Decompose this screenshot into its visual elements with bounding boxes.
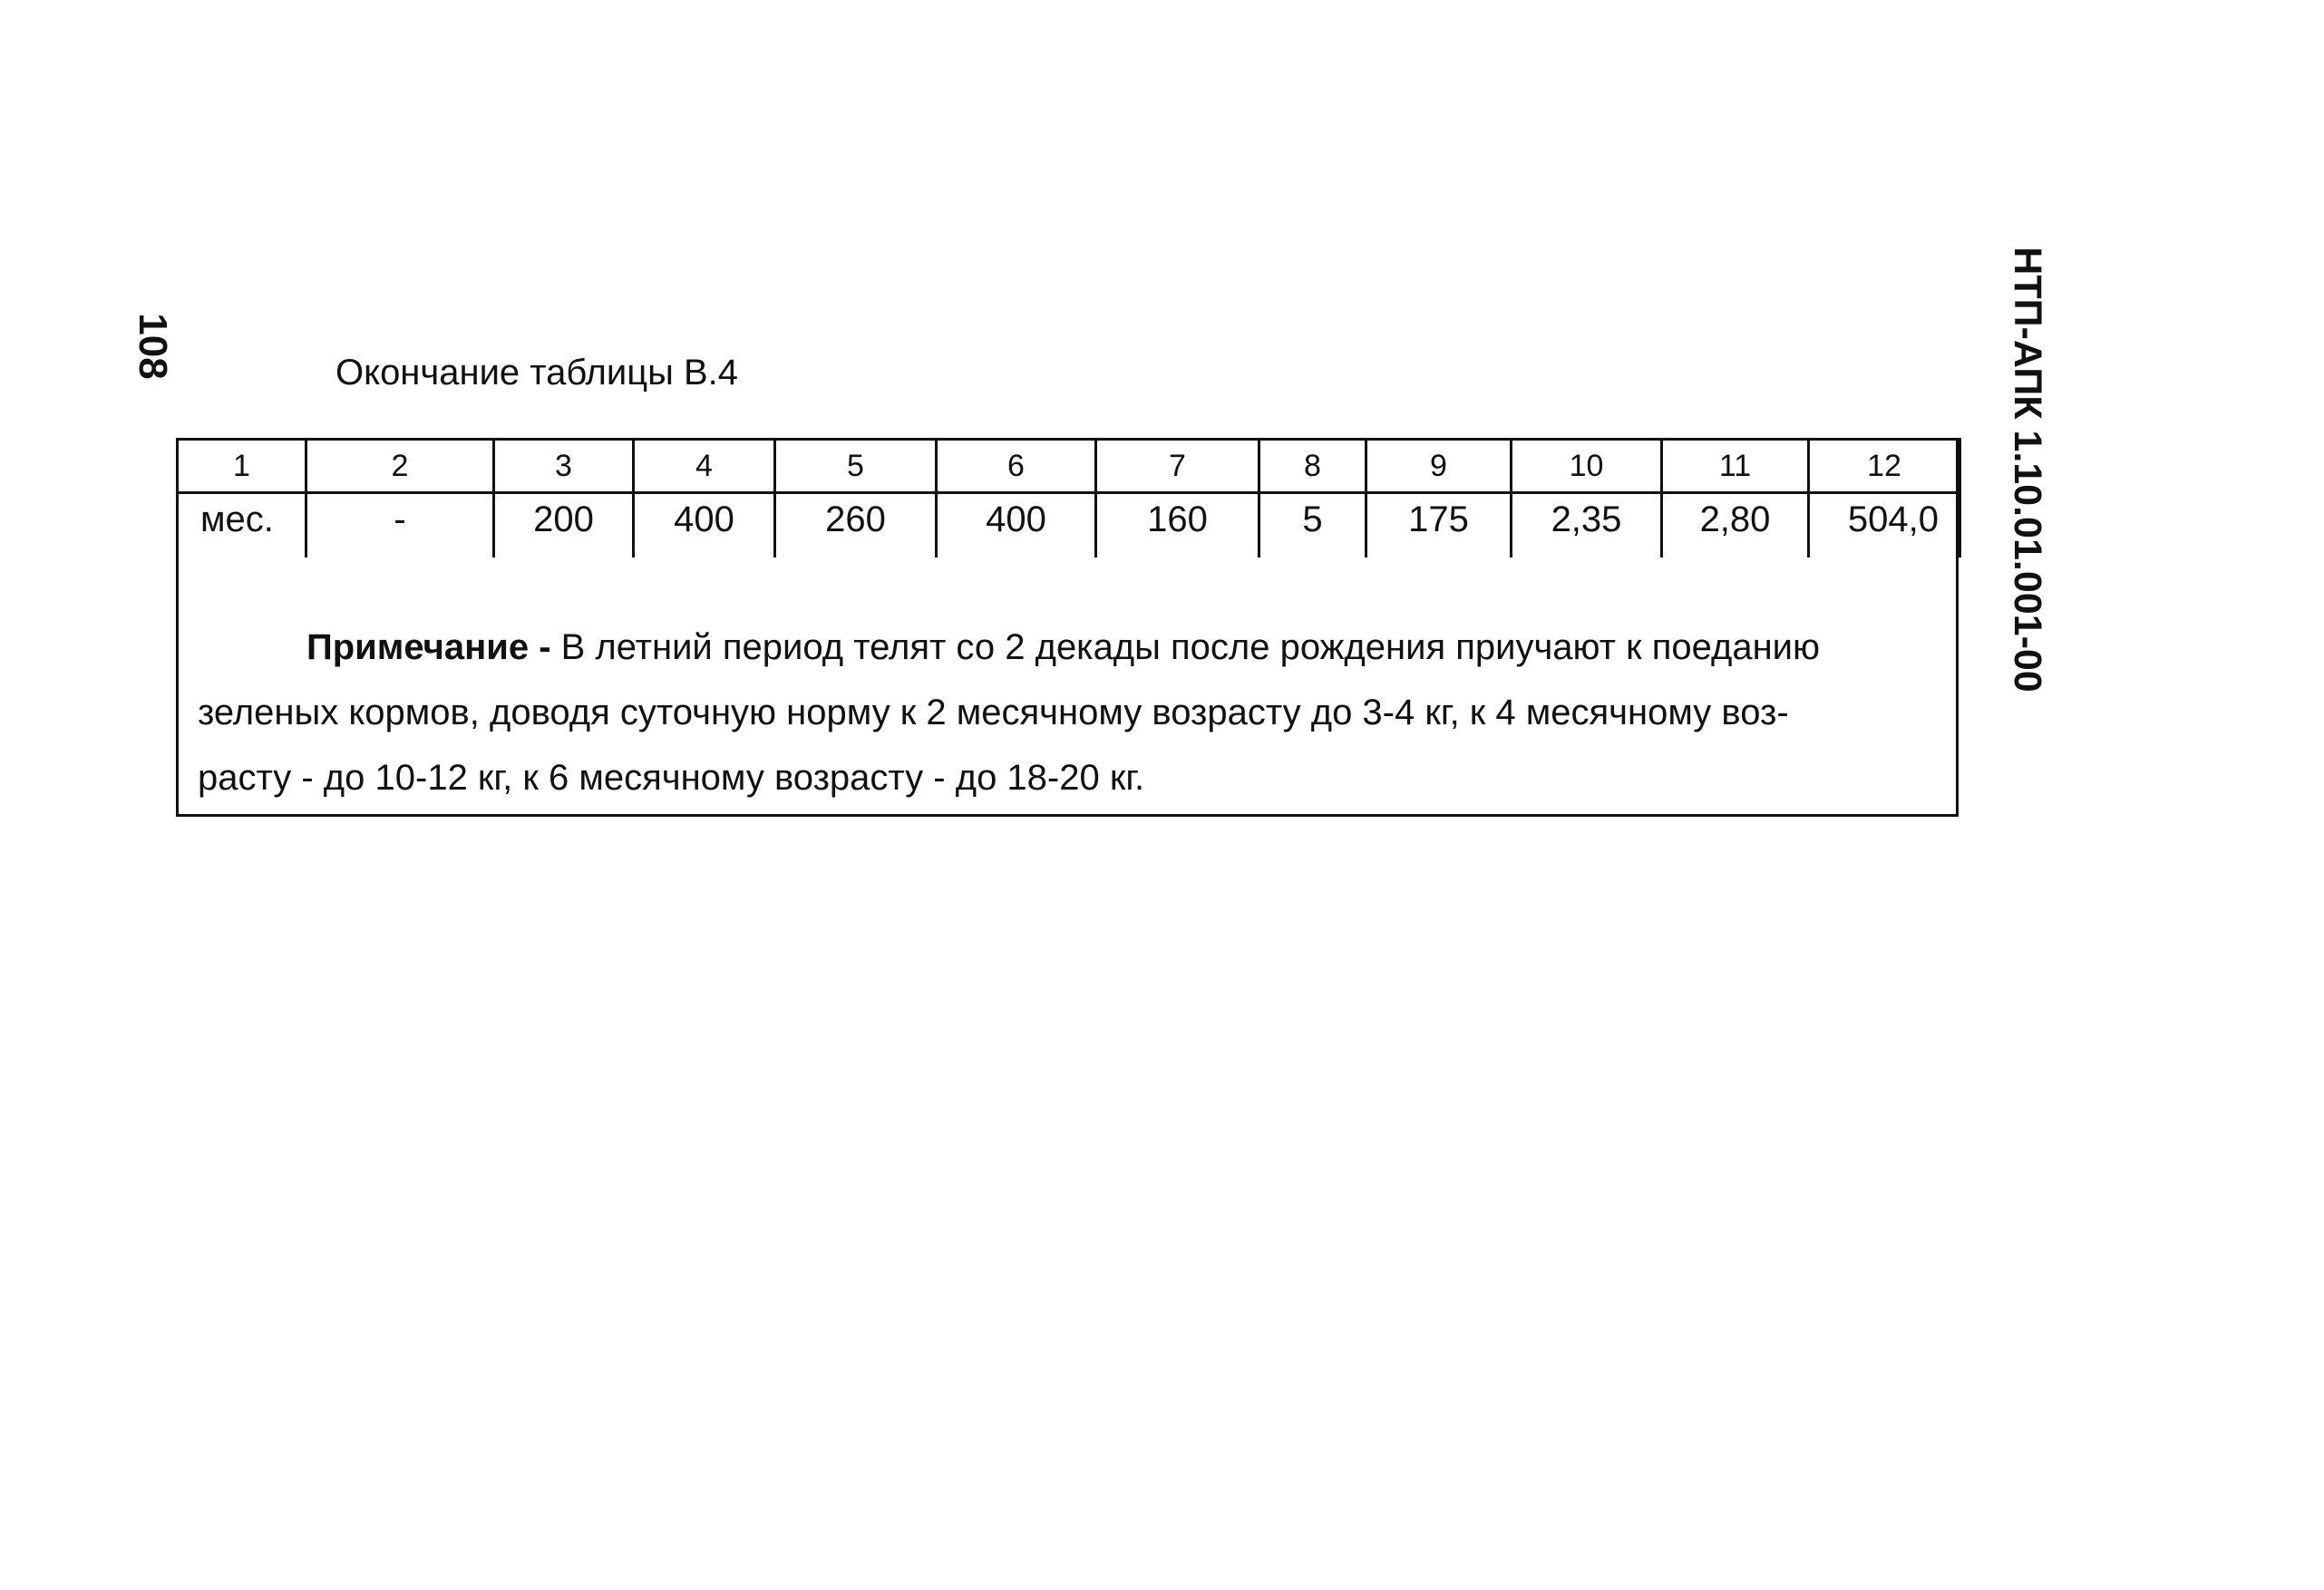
column-header: 8 xyxy=(1259,440,1366,493)
document-code: НТП-АПК 1.10.01.001-00 xyxy=(2006,247,2049,693)
column-header: 5 xyxy=(775,440,937,493)
table-cell: - xyxy=(306,493,494,558)
note-text: В летний период телят со 2 декады после рождения приучают к поеданию xyxy=(550,627,1821,667)
table-note xyxy=(198,615,1902,810)
note-line xyxy=(198,615,1902,680)
column-header: 9 xyxy=(1366,440,1512,493)
table-cell: 2,35 xyxy=(1512,493,1662,558)
table-cell: 5 xyxy=(1259,493,1366,558)
column-header: 3 xyxy=(494,440,634,493)
page-number: 108 xyxy=(131,313,175,380)
note-line: зеленых кормов, доводя суточную норму к 2 месячному возрасту до 3-4 кг, к 4 месячному воз- xyxy=(198,693,1789,732)
column-header: 1 xyxy=(178,440,306,493)
note-line: расту - до 10-12 кг, к 6 месячному возрасту - до 18-20 кг. xyxy=(198,758,1145,798)
table-cell: мес. xyxy=(178,493,306,558)
table-cell: 200 xyxy=(494,493,634,558)
table-cell: 400 xyxy=(634,493,775,558)
table-cell: 260 xyxy=(775,493,937,558)
table-cell: 175 xyxy=(1366,493,1512,558)
column-header: 7 xyxy=(1096,440,1259,493)
column-header: 10 xyxy=(1512,440,1662,493)
table-cell: 504,0 xyxy=(1809,493,1960,558)
data-table xyxy=(176,438,1961,557)
column-header: 2 xyxy=(306,440,494,493)
table-cell: 400 xyxy=(937,493,1096,558)
table-cell: 160 xyxy=(1096,493,1259,558)
table-caption: Окончание таблицы В.4 xyxy=(335,353,739,393)
column-header: 6 xyxy=(937,440,1096,493)
column-header: 4 xyxy=(634,440,775,493)
column-header: 12 xyxy=(1809,440,1960,493)
column-header: 11 xyxy=(1662,440,1809,493)
table-row xyxy=(178,493,1960,558)
header-row xyxy=(178,440,1960,493)
table-cell: 2,80 xyxy=(1662,493,1809,558)
note-label: Примечание - xyxy=(306,627,551,667)
